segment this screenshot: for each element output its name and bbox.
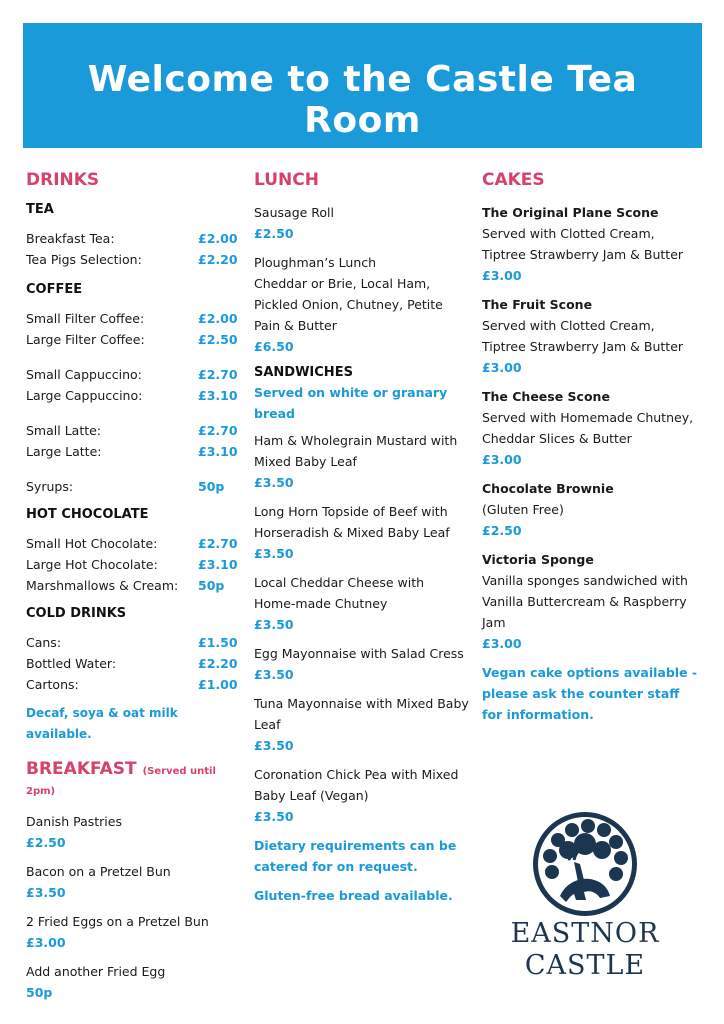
list-item: Chocolate Brownie (Gluten Free) £2.50 — [482, 481, 614, 538]
list-item: Small Filter Coffee: £2.00 — [26, 311, 238, 326]
list-item: Local Cheddar Cheese with Home-made Chutney £3.50 — [254, 575, 425, 632]
coffee-heading: COFFEE — [26, 282, 83, 297]
stag-emblem-icon — [530, 810, 640, 918]
list-item: Marshmallows & Cream: 50p — [26, 578, 225, 593]
list-item: Tuna Mayonnaise with Mixed Baby Leaf £3.50 — [254, 696, 469, 753]
list-item: Small Latte: £2.70 — [26, 423, 238, 438]
list-item: Victoria Sponge Vanilla sponges sandwiched with Vanilla Buttercream & Raspberry Jam £3.00 — [482, 552, 688, 651]
hot-chocolate-heading: HOT CHOCOLATE — [26, 507, 149, 522]
list-item: Large Filter Coffee: £2.50 — [26, 332, 238, 347]
lunch-column — [254, 160, 469, 906]
list-item: Long Horn Topside of Beef with Horseradish & Mixed Baby Leaf £3.50 — [254, 504, 450, 561]
cakes-column — [482, 160, 702, 725]
list-item: Danish Pastries £2.50 — [26, 814, 122, 850]
logo-line-1: EASTNOR — [510, 918, 660, 949]
header-banner — [23, 23, 702, 148]
cakes-heading: CAKES — [482, 170, 545, 190]
breakfast-subheading: (Served until 2pm) — [26, 766, 216, 797]
list-item: Bottled Water: £2.20 — [26, 656, 238, 671]
lunch-heading: LUNCH — [254, 170, 319, 190]
sandwiches-heading: SANDWICHES — [254, 365, 353, 380]
breakfast-heading: BREAKFAST (Served until 2pm) — [26, 759, 216, 797]
list-item: The Cheese Scone Served with Homemade Chutney, Cheddar Slices & Butter £3.00 — [482, 389, 694, 467]
list-item: Small Cappuccino: £2.70 — [26, 367, 238, 382]
list-item: Ham & Wholegrain Mustard with Mixed Baby Leaf £3.50 — [254, 433, 458, 490]
list-item: Cartons: £1.00 — [26, 677, 238, 692]
list-item: Coronation Chick Pea with Mixed Baby Leaf (Vegan) £3.50 — [254, 767, 459, 824]
list-item: Large Cappuccino: £3.10 — [26, 388, 238, 403]
drinks-heading: DRINKS — [26, 170, 100, 190]
eastnor-castle-logo — [503, 810, 667, 985]
logo-line-2: CASTLE — [524, 950, 646, 981]
list-item: Syrups: 50p — [26, 479, 225, 494]
list-item: The Fruit Scone Served with Clotted Cream, Tiptree Strawberry Jam & Butter £3.00 — [482, 297, 684, 375]
list-item: 2 Fried Eggs on a Pretzel Bun £3.00 — [26, 914, 209, 950]
gluten-free-note: Gluten-free bread available. — [254, 888, 453, 903]
drinks-column — [26, 160, 236, 1011]
list-item: Sausage Roll £2.50 — [254, 205, 335, 241]
list-item: The Original Plane Scone Served with Clotted Cream, Tiptree Strawberry Jam & Butter £3.00 — [482, 205, 684, 283]
dietary-note: Dietary requirements can be catered for on request. — [254, 838, 457, 874]
list-item: Add another Fried Egg 50p — [26, 964, 166, 1000]
list-item: Ploughman’s Lunch Cheddar or Brie, Local Ham, Pickled Onion, Chutney, Petite Pain & Butter £6.50 — [254, 255, 443, 354]
list-item: Egg Mayonnaise with Salad Cress £3.50 — [254, 646, 464, 682]
tea-heading: TEA — [26, 202, 54, 217]
vegan-note: Vegan cake options available - please ask the counter staff for information. — [482, 665, 698, 722]
list-item: Cans: £1.50 — [26, 635, 238, 650]
list-item: Breakfast Tea: £2.00 — [26, 231, 238, 246]
cold-drinks-heading: COLD DRINKS — [26, 606, 127, 621]
list-item: Small Hot Chocolate: £2.70 — [26, 536, 238, 551]
drinks-note: Decaf, soya & oat milk available. — [26, 706, 178, 741]
list-item: Large Latte: £3.10 — [26, 444, 238, 459]
page-title: Welcome to the Castle Tea Room — [87, 59, 638, 141]
sandwiches-note: Served on white or granary bread — [254, 385, 448, 421]
list-item: Bacon on a Pretzel Bun £3.50 — [26, 864, 171, 900]
list-item: Large Hot Chocolate: £3.10 — [26, 557, 238, 572]
list-item: Tea Pigs Selection: £2.20 — [26, 252, 238, 267]
